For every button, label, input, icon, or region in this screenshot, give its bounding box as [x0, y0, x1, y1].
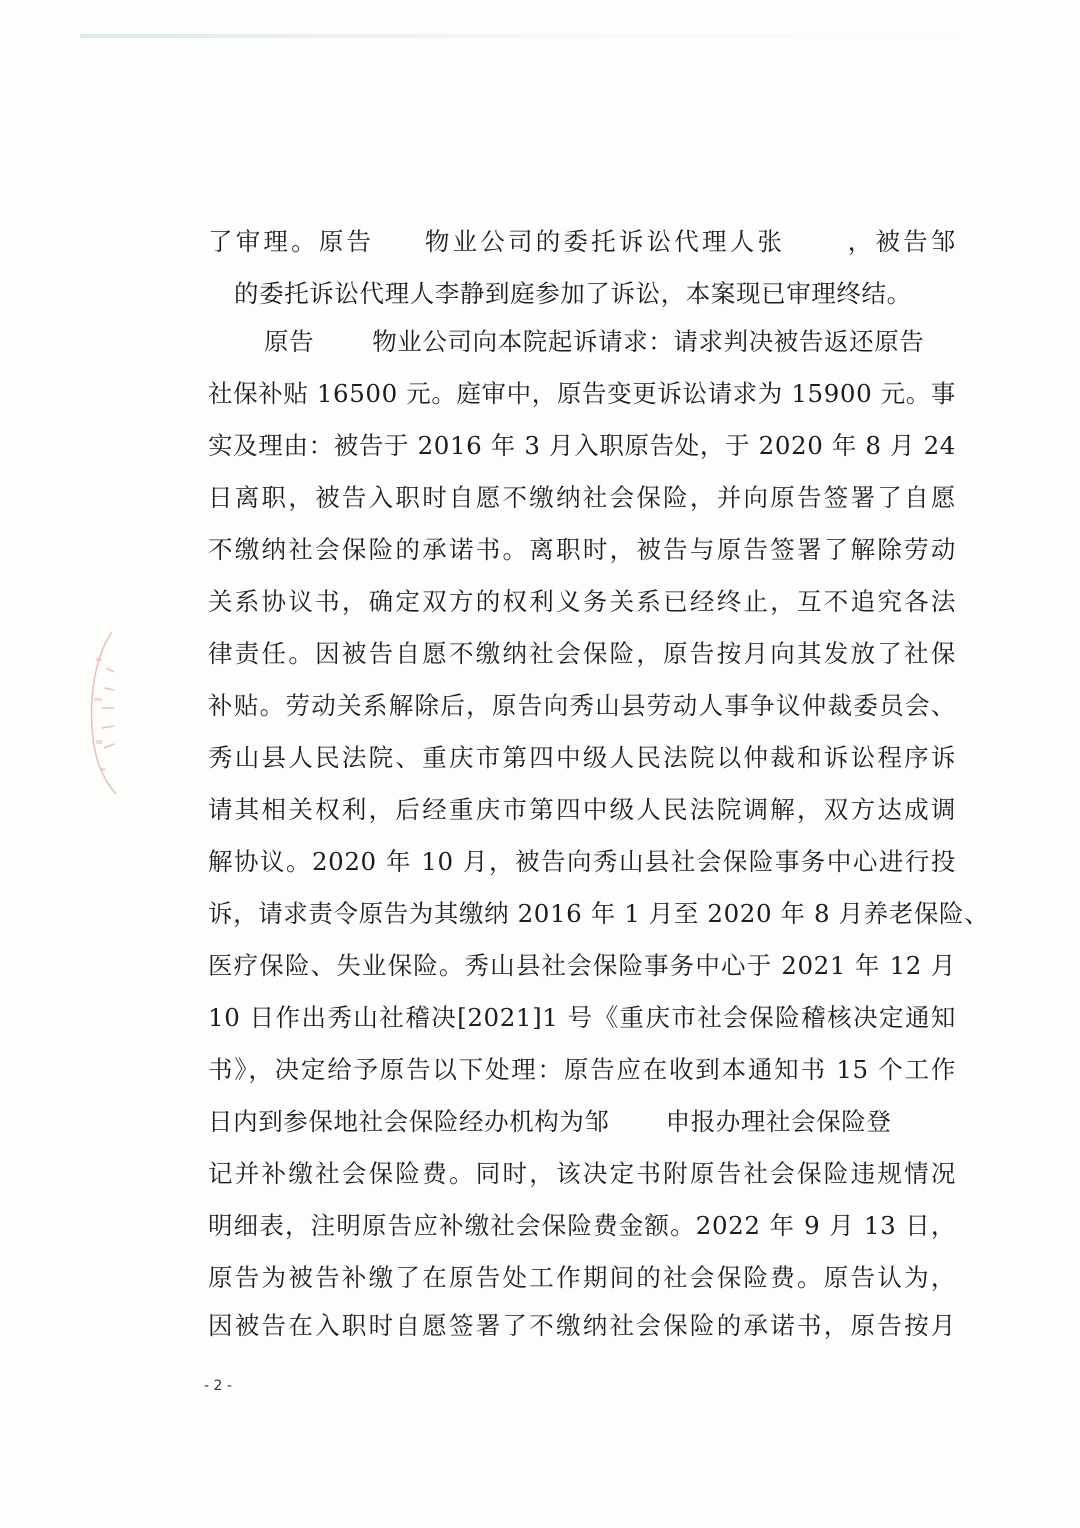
text-segment: 解协议。2020 年 10 月，被告向秀山县社会保险事务中心进行投 [208, 847, 956, 876]
text-line [208, 1050, 956, 1090]
text-line [208, 374, 956, 414]
text-segment: 不缴纳社会保险的承诺书。离职时，被告与原告签署了解除劳动 [208, 535, 956, 564]
text-segment: 请其相关权利，后经重庆市第四中级人民法院调解，双方达成调 [208, 795, 956, 824]
seal-stamp-icon [82, 628, 122, 798]
text-segment: 10 日作出秀山社稽决[2021]1 号《重庆市社会保险稽核决定通知 [208, 1003, 956, 1032]
text-line [208, 634, 956, 674]
text-line [208, 1154, 956, 1194]
text-segment: 记并补缴社会保险费。同时，该决定书附原告社会保险违规情况 [208, 1159, 956, 1188]
scan-edge-shading [80, 34, 1000, 38]
text-segment: 律责任。因被告自愿不缴纳社会保险，原告按月向其发放了社保 [208, 639, 956, 668]
text-segment: 医疗保险、失业保险。秀山县社会保险事务中心于 2021 年 12 月 [208, 951, 956, 980]
text-line [208, 842, 956, 882]
text-line [208, 478, 956, 518]
text-line [208, 1258, 956, 1298]
text-segment: 的委托诉讼代理人李静到庭参加了诉讼，本案现已审理终结。 [234, 279, 912, 308]
text-line [264, 322, 956, 362]
text-segment: 社保补贴 16500 元。庭审中，原告变更诉讼请求为 15900 元。事 [208, 379, 956, 408]
text-segment: 补贴。劳动关系解除后，原告向秀山县劳动人事争议仲裁委员会、 [208, 691, 956, 720]
text-line [208, 530, 956, 570]
text-segment: 日离职，被告入职时自愿不缴纳社会保险，并向原告签署了自愿 [208, 483, 956, 512]
text-line [208, 894, 990, 934]
text-segment: 秀山县人民法院、重庆市第四中级人民法院以仲裁和诉讼程序诉 [208, 743, 956, 772]
text-line [208, 946, 956, 986]
text-segment: 书》，决定给予原告以下处理：原告应在收到本通知书 15 个工作 [208, 1055, 956, 1084]
text-segment: 原告 [264, 327, 315, 356]
text-line [208, 582, 956, 622]
text-line [208, 790, 956, 830]
page-number: - 2 - [204, 1378, 232, 1394]
text-segment: 物业公司的委托诉讼代理人张 [422, 227, 786, 256]
text-line [208, 222, 956, 262]
text-segment: ，被告邹 [845, 227, 956, 256]
text-line [208, 998, 956, 1038]
text-segment: 物业公司向本院起诉请求：请求判决被告返还原告 [372, 327, 925, 356]
text-segment: 因被告在入职时自愿签署了不缴纳社会保险的承诺书，原告按月 [208, 1311, 956, 1340]
text-segment: 关系协议书，确定双方的权利义务关系已经终止，互不追究各法 [208, 587, 956, 616]
text-segment: 实及理由：被告于 2016 年 3 月入职原告处，于 2020 年 8 月 24 [208, 431, 956, 460]
text-segment: 日内到参保地社会保险经办机构为邹 [208, 1107, 610, 1136]
text-line [208, 1206, 956, 1246]
text-line [208, 738, 956, 778]
text-segment: 原告为被告补缴了在原告处工作期间的社会保险费。原告认为， [208, 1263, 956, 1292]
text-line [234, 274, 956, 314]
text-segment: 诉，请求责令原告为其缴纳 2016 年 1 月至 2020 年 8 月养老保险、 [208, 899, 990, 928]
text-segment: 申报办理社会保险登 [665, 1107, 892, 1136]
text-segment: 明细表，注明原告应补缴社会保险费金额。2022 年 9 月 13 日， [208, 1211, 956, 1240]
text-line [208, 426, 956, 466]
text-line [208, 1306, 956, 1346]
text-line [208, 686, 956, 726]
text-line [208, 1102, 934, 1142]
text-segment: 了审理。原告 [208, 227, 375, 256]
